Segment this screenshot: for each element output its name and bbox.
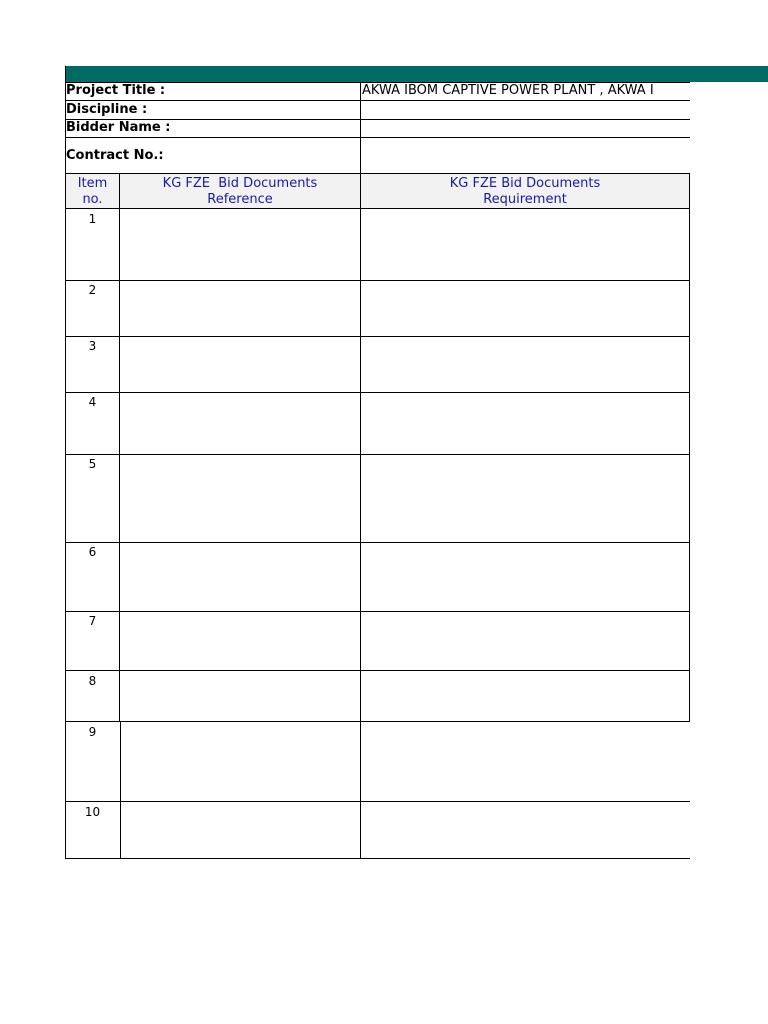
row-8-item: 8 bbox=[88, 674, 97, 688]
row-1-item: 1 bbox=[88, 212, 97, 226]
grid-line bbox=[65, 119, 690, 120]
row-9-item: 9 bbox=[88, 725, 97, 739]
header-item-line2: no. bbox=[82, 192, 103, 207]
grid-line bbox=[65, 670, 690, 671]
grid-line bbox=[65, 173, 690, 174]
row-6-item: 6 bbox=[88, 545, 97, 559]
grid-line bbox=[65, 208, 690, 209]
grid-line bbox=[65, 137, 690, 138]
grid-line bbox=[65, 611, 690, 612]
header-reference-line1: KG FZE Bid Documents bbox=[162, 176, 318, 191]
discipline-label: Discipline : bbox=[66, 102, 148, 117]
row-2-item: 2 bbox=[88, 283, 97, 297]
header-requirement-line2: Requirement bbox=[483, 192, 567, 207]
grid-line bbox=[65, 100, 690, 101]
grid-line bbox=[65, 280, 690, 281]
header-requirement-line1: KG FZE Bid Documents bbox=[449, 176, 601, 191]
grid-line bbox=[65, 82, 690, 83]
grid-line bbox=[65, 542, 690, 543]
row-3-item: 3 bbox=[88, 339, 97, 353]
header-requirement bbox=[360, 176, 690, 208]
title-band bbox=[65, 66, 768, 82]
header-item-line1: Item bbox=[77, 176, 108, 191]
grid-line bbox=[65, 858, 690, 859]
row-4-item: 4 bbox=[88, 395, 97, 409]
grid-line bbox=[65, 392, 690, 393]
grid-line bbox=[360, 82, 361, 859]
project-title-value: AKWA IBOM CAPTIVE POWER PLANT , AKWA I bbox=[362, 83, 654, 98]
grid-line bbox=[65, 454, 690, 455]
header-item bbox=[65, 176, 120, 208]
grid-line bbox=[689, 173, 690, 722]
header-reference bbox=[120, 176, 360, 208]
project-title-label: Project Title : bbox=[66, 83, 166, 98]
row-5-item: 5 bbox=[88, 457, 97, 471]
grid-line bbox=[65, 336, 690, 337]
grid-line bbox=[65, 66, 66, 859]
row-10-item: 10 bbox=[84, 805, 101, 819]
bidder-name-label: Bidder Name : bbox=[66, 120, 171, 135]
grid-line bbox=[119, 173, 120, 722]
grid-line bbox=[65, 801, 690, 802]
row-7-item: 7 bbox=[88, 614, 97, 628]
contract-no-label: Contract No.: bbox=[66, 148, 164, 163]
header-reference-line2: Reference bbox=[207, 192, 273, 207]
title-band-extension bbox=[690, 66, 768, 82]
grid-line bbox=[65, 721, 690, 722]
grid-line bbox=[120, 721, 121, 859]
